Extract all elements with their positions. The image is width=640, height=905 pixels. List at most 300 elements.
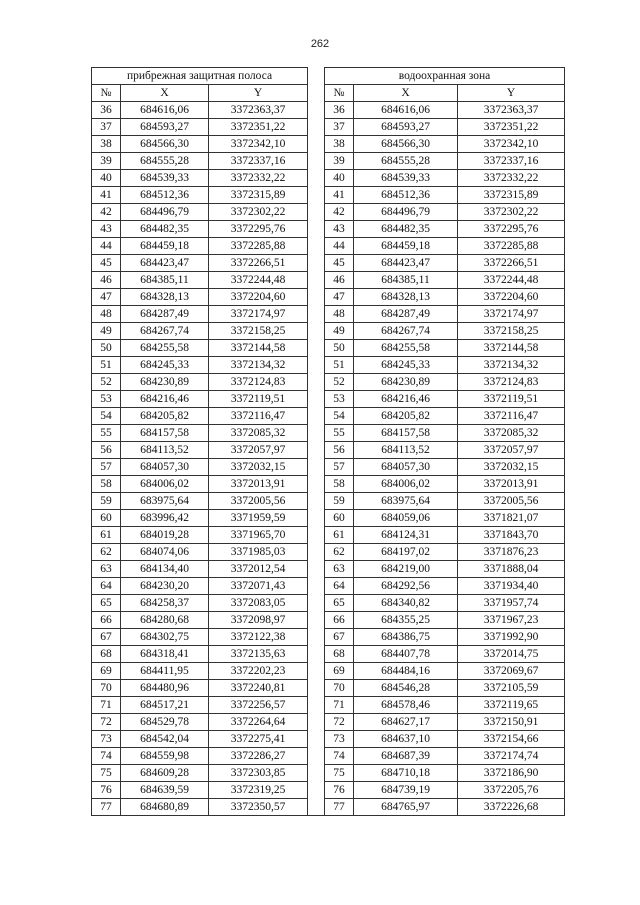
right-cell-x: 684593,27 (354, 119, 458, 136)
left-cell-number: 55 (92, 425, 121, 442)
column-gap (308, 153, 325, 170)
right-cell-x: 684267,74 (354, 323, 458, 340)
right-cell-x: 684340,82 (354, 595, 458, 612)
right-cell-y: 3372005,56 (458, 493, 565, 510)
right-cell-y: 3372315,89 (458, 187, 565, 204)
left-cell-x: 683996,42 (121, 510, 209, 527)
column-gap (308, 306, 325, 323)
right-cell-number: 62 (325, 544, 354, 561)
left-cell-number: 49 (92, 323, 121, 340)
right-cell-x: 684328,13 (354, 289, 458, 306)
right-cell-y: 3372119,51 (458, 391, 565, 408)
right-header-number: № (325, 85, 354, 102)
table-row (92, 357, 565, 374)
table-row (92, 510, 565, 527)
right-cell-y: 3372186,90 (458, 765, 565, 782)
left-cell-y: 3372005,56 (209, 493, 308, 510)
column-gap (308, 459, 325, 476)
right-header-y: Y (458, 85, 565, 102)
left-cell-x: 684280,68 (121, 612, 209, 629)
left-cell-number: 69 (92, 663, 121, 680)
right-cell-x: 684739,19 (354, 782, 458, 799)
column-gap (308, 493, 325, 510)
column-gap (308, 391, 325, 408)
right-cell-x: 684459,18 (354, 238, 458, 255)
left-cell-x: 684529,78 (121, 714, 209, 731)
right-cell-y: 3372154,66 (458, 731, 565, 748)
right-cell-number: 70 (325, 680, 354, 697)
right-cell-x: 684006,02 (354, 476, 458, 493)
left-cell-number: 72 (92, 714, 121, 731)
left-cell-number: 36 (92, 102, 121, 119)
left-cell-y: 3371959,59 (209, 510, 308, 527)
left-cell-x: 684328,13 (121, 289, 209, 306)
left-cell-y: 3372342,10 (209, 136, 308, 153)
right-cell-x: 684484,16 (354, 663, 458, 680)
table-row (92, 459, 565, 476)
left-cell-number: 47 (92, 289, 121, 306)
left-cell-y: 3372202,23 (209, 663, 308, 680)
right-cell-y: 3371934,40 (458, 578, 565, 595)
column-gap (308, 476, 325, 493)
table-row (92, 442, 565, 459)
left-cell-y: 3372275,41 (209, 731, 308, 748)
column-gap (308, 527, 325, 544)
left-cell-y: 3371985,03 (209, 544, 308, 561)
table-row (92, 595, 565, 612)
right-cell-x: 684687,39 (354, 748, 458, 765)
left-cell-y: 3372013,91 (209, 476, 308, 493)
left-cell-number: 70 (92, 680, 121, 697)
left-cell-number: 45 (92, 255, 121, 272)
column-gap (308, 442, 325, 459)
table-row (92, 748, 565, 765)
left-cell-number: 38 (92, 136, 121, 153)
column-gap (308, 323, 325, 340)
left-cell-number: 71 (92, 697, 121, 714)
left-cell-number: 41 (92, 187, 121, 204)
left-cell-x: 684459,18 (121, 238, 209, 255)
right-cell-number: 67 (325, 629, 354, 646)
right-cell-y: 3372205,76 (458, 782, 565, 799)
left-cell-number: 59 (92, 493, 121, 510)
left-cell-x: 684074,06 (121, 544, 209, 561)
left-cell-number: 52 (92, 374, 121, 391)
left-cell-x: 684230,20 (121, 578, 209, 595)
left-cell-number: 75 (92, 765, 121, 782)
right-cell-y: 3372244,48 (458, 272, 565, 289)
right-cell-y: 3372226,68 (458, 799, 565, 816)
left-cell-y: 3372071,43 (209, 578, 308, 595)
left-cell-x: 684542,04 (121, 731, 209, 748)
right-cell-x: 684555,28 (354, 153, 458, 170)
column-gap (308, 646, 325, 663)
table-row (92, 289, 565, 306)
left-cell-x: 684267,74 (121, 323, 209, 340)
right-cell-x: 684765,97 (354, 799, 458, 816)
column-gap (308, 221, 325, 238)
left-cell-x: 684639,59 (121, 782, 209, 799)
right-cell-number: 52 (325, 374, 354, 391)
column-gap (308, 663, 325, 680)
right-cell-number: 43 (325, 221, 354, 238)
right-cell-number: 71 (325, 697, 354, 714)
right-cell-x: 684230,89 (354, 374, 458, 391)
column-gap (308, 714, 325, 731)
left-cell-number: 50 (92, 340, 121, 357)
right-cell-y: 3372332,22 (458, 170, 565, 187)
right-cell-y: 3372295,76 (458, 221, 565, 238)
left-cell-x: 684593,27 (121, 119, 209, 136)
table-row (92, 663, 565, 680)
right-cell-x: 684566,30 (354, 136, 458, 153)
right-cell-x: 684482,35 (354, 221, 458, 238)
column-gap (308, 170, 325, 187)
left-cell-number: 46 (92, 272, 121, 289)
right-cell-number: 44 (325, 238, 354, 255)
table-row (92, 306, 565, 323)
column-gap (308, 102, 325, 119)
right-cell-y: 3372363,37 (458, 102, 565, 119)
right-cell-number: 64 (325, 578, 354, 595)
left-header-x: X (121, 85, 209, 102)
right-cell-number: 38 (325, 136, 354, 153)
left-cell-y: 3371965,70 (209, 527, 308, 544)
left-cell-number: 64 (92, 578, 121, 595)
right-cell-y: 3371888,04 (458, 561, 565, 578)
left-cell-x: 684411,95 (121, 663, 209, 680)
left-cell-x: 684559,98 (121, 748, 209, 765)
column-gap (308, 238, 325, 255)
right-cell-number: 55 (325, 425, 354, 442)
left-header-y: Y (209, 85, 308, 102)
right-cell-y: 3372032,15 (458, 459, 565, 476)
left-cell-number: 61 (92, 527, 121, 544)
right-cell-x: 684385,11 (354, 272, 458, 289)
left-cell-x: 684566,30 (121, 136, 209, 153)
right-cell-y: 3372014,75 (458, 646, 565, 663)
left-cell-number: 53 (92, 391, 121, 408)
left-cell-y: 3372337,16 (209, 153, 308, 170)
table-row (92, 782, 565, 799)
right-cell-x: 684245,33 (354, 357, 458, 374)
table-row (92, 578, 565, 595)
table-row (92, 323, 565, 340)
left-cell-y: 3372315,89 (209, 187, 308, 204)
right-cell-x: 684539,33 (354, 170, 458, 187)
right-cell-number: 58 (325, 476, 354, 493)
right-cell-number: 42 (325, 204, 354, 221)
column-gap (308, 204, 325, 221)
right-cell-number: 60 (325, 510, 354, 527)
left-cell-y: 3372122,38 (209, 629, 308, 646)
column-gap (308, 578, 325, 595)
right-cell-number: 63 (325, 561, 354, 578)
left-cell-y: 3372119,51 (209, 391, 308, 408)
right-cell-y: 3372204,60 (458, 289, 565, 306)
right-cell-number: 54 (325, 408, 354, 425)
right-cell-number: 59 (325, 493, 354, 510)
table-row (92, 765, 565, 782)
column-gap (308, 629, 325, 646)
left-cell-y: 3372158,25 (209, 323, 308, 340)
column-gap (308, 357, 325, 374)
right-cell-x: 684627,17 (354, 714, 458, 731)
left-cell-number: 58 (92, 476, 121, 493)
left-cell-x: 684006,02 (121, 476, 209, 493)
right-cell-number: 75 (325, 765, 354, 782)
left-cell-y: 3372144,58 (209, 340, 308, 357)
left-cell-number: 63 (92, 561, 121, 578)
left-cell-x: 684245,33 (121, 357, 209, 374)
left-cell-y: 3372266,51 (209, 255, 308, 272)
table-row (92, 153, 565, 170)
left-cell-y: 3372286,27 (209, 748, 308, 765)
left-cell-number: 39 (92, 153, 121, 170)
right-cell-y: 3372351,22 (458, 119, 565, 136)
right-cell-x: 684355,25 (354, 612, 458, 629)
left-cell-x: 684287,49 (121, 306, 209, 323)
left-cell-y: 3372134,32 (209, 357, 308, 374)
left-cell-number: 51 (92, 357, 121, 374)
table-row (92, 119, 565, 136)
left-cell-number: 40 (92, 170, 121, 187)
left-cell-x: 684480,96 (121, 680, 209, 697)
left-cell-x: 684616,06 (121, 102, 209, 119)
table-row (92, 187, 565, 204)
right-cell-y: 3372342,10 (458, 136, 565, 153)
table-row (92, 425, 565, 442)
right-cell-x: 684386,75 (354, 629, 458, 646)
right-cell-number: 57 (325, 459, 354, 476)
left-cell-y: 3372085,32 (209, 425, 308, 442)
left-cell-x: 684423,47 (121, 255, 209, 272)
left-cell-number: 54 (92, 408, 121, 425)
left-cell-number: 43 (92, 221, 121, 238)
column-gap (308, 85, 325, 102)
right-cell-number: 66 (325, 612, 354, 629)
column-gap (308, 289, 325, 306)
right-section-title: водоохранная зона (325, 68, 565, 85)
left-cell-y: 3372204,60 (209, 289, 308, 306)
right-header-x: X (354, 85, 458, 102)
left-cell-x: 684482,35 (121, 221, 209, 238)
table-row (92, 612, 565, 629)
right-cell-y: 3371821,07 (458, 510, 565, 527)
left-cell-y: 3372240,81 (209, 680, 308, 697)
left-cell-x: 684539,33 (121, 170, 209, 187)
right-cell-y: 3372302,22 (458, 204, 565, 221)
column-gap (308, 68, 325, 85)
right-cell-x: 684578,46 (354, 697, 458, 714)
left-cell-y: 3372174,97 (209, 306, 308, 323)
left-cell-x: 684134,40 (121, 561, 209, 578)
left-cell-y: 3372363,37 (209, 102, 308, 119)
right-cell-x: 684292,56 (354, 578, 458, 595)
left-cell-y: 3372032,15 (209, 459, 308, 476)
right-cell-y: 3372174,74 (458, 748, 565, 765)
column-gap (308, 765, 325, 782)
table-row (92, 136, 565, 153)
left-cell-number: 68 (92, 646, 121, 663)
left-cell-y: 3372332,22 (209, 170, 308, 187)
right-cell-y: 3371957,74 (458, 595, 565, 612)
right-cell-y: 3372144,58 (458, 340, 565, 357)
left-cell-y: 3372135,63 (209, 646, 308, 663)
left-cell-x: 684512,36 (121, 187, 209, 204)
column-gap (308, 408, 325, 425)
column-gap (308, 136, 325, 153)
column-gap (308, 697, 325, 714)
left-cell-x: 684157,58 (121, 425, 209, 442)
table-row (92, 714, 565, 731)
right-cell-number: 45 (325, 255, 354, 272)
left-cell-y: 3372012,54 (209, 561, 308, 578)
right-cell-number: 65 (325, 595, 354, 612)
left-cell-x: 684609,28 (121, 765, 209, 782)
left-cell-y: 3372351,22 (209, 119, 308, 136)
table-row (92, 408, 565, 425)
right-cell-y: 3372116,47 (458, 408, 565, 425)
section-title-row (92, 68, 565, 85)
table-row (92, 391, 565, 408)
column-gap (308, 595, 325, 612)
right-cell-number: 36 (325, 102, 354, 119)
table-row (92, 646, 565, 663)
table-row (92, 493, 565, 510)
right-cell-x: 684407,78 (354, 646, 458, 663)
left-cell-number: 57 (92, 459, 121, 476)
right-cell-number: 68 (325, 646, 354, 663)
right-cell-y: 3372337,16 (458, 153, 565, 170)
left-cell-y: 3372295,76 (209, 221, 308, 238)
left-cell-number: 44 (92, 238, 121, 255)
column-gap (308, 799, 325, 816)
left-cell-y: 3372285,88 (209, 238, 308, 255)
left-cell-x: 684205,82 (121, 408, 209, 425)
table-row (92, 221, 565, 238)
right-cell-x: 684113,52 (354, 442, 458, 459)
left-cell-y: 3372124,83 (209, 374, 308, 391)
right-cell-x: 684157,58 (354, 425, 458, 442)
column-gap (308, 544, 325, 561)
left-cell-x: 684113,52 (121, 442, 209, 459)
right-cell-x: 684496,79 (354, 204, 458, 221)
left-section-title: прибрежная защитная полоса (92, 68, 308, 85)
right-cell-y: 3372069,67 (458, 663, 565, 680)
right-cell-number: 56 (325, 442, 354, 459)
right-cell-number: 37 (325, 119, 354, 136)
right-cell-number: 69 (325, 663, 354, 680)
table-row (92, 680, 565, 697)
coordinates-table (91, 67, 565, 816)
column-gap (308, 272, 325, 289)
left-cell-x: 684555,28 (121, 153, 209, 170)
right-cell-y: 3372266,51 (458, 255, 565, 272)
left-cell-x: 684255,58 (121, 340, 209, 357)
right-cell-x: 684287,49 (354, 306, 458, 323)
right-cell-number: 41 (325, 187, 354, 204)
column-gap (308, 612, 325, 629)
column-header-row (92, 85, 565, 102)
table-row (92, 544, 565, 561)
left-cell-x: 684258,37 (121, 595, 209, 612)
right-cell-x: 684616,06 (354, 102, 458, 119)
right-cell-number: 76 (325, 782, 354, 799)
column-gap (308, 255, 325, 272)
right-cell-x: 684546,28 (354, 680, 458, 697)
left-cell-y: 3372116,47 (209, 408, 308, 425)
right-cell-x: 684255,58 (354, 340, 458, 357)
right-cell-number: 39 (325, 153, 354, 170)
left-cell-y: 3372319,25 (209, 782, 308, 799)
left-cell-x: 684385,11 (121, 272, 209, 289)
right-cell-y: 3371992,90 (458, 629, 565, 646)
table-row (92, 374, 565, 391)
right-cell-y: 3372158,25 (458, 323, 565, 340)
right-cell-number: 40 (325, 170, 354, 187)
right-cell-number: 53 (325, 391, 354, 408)
left-cell-x: 684302,75 (121, 629, 209, 646)
table-row (92, 527, 565, 544)
left-cell-number: 77 (92, 799, 121, 816)
left-cell-number: 65 (92, 595, 121, 612)
left-cell-y: 3372244,48 (209, 272, 308, 289)
right-cell-number: 49 (325, 323, 354, 340)
right-cell-y: 3371843,70 (458, 527, 565, 544)
table-row (92, 255, 565, 272)
column-gap (308, 187, 325, 204)
right-cell-x: 684205,82 (354, 408, 458, 425)
left-cell-y: 3372302,22 (209, 204, 308, 221)
right-cell-x: 684197,02 (354, 544, 458, 561)
left-cell-number: 74 (92, 748, 121, 765)
right-cell-number: 50 (325, 340, 354, 357)
column-gap (308, 374, 325, 391)
right-cell-x: 684124,31 (354, 527, 458, 544)
table-row (92, 272, 565, 289)
left-cell-y: 3372264,64 (209, 714, 308, 731)
right-cell-number: 51 (325, 357, 354, 374)
left-cell-x: 684216,46 (121, 391, 209, 408)
left-cell-y: 3372083,05 (209, 595, 308, 612)
right-cell-y: 3371967,23 (458, 612, 565, 629)
right-cell-y: 3372057,97 (458, 442, 565, 459)
left-cell-y: 3372350,57 (209, 799, 308, 816)
column-gap (308, 340, 325, 357)
left-header-number: № (92, 85, 121, 102)
right-cell-y: 3372085,32 (458, 425, 565, 442)
left-cell-number: 76 (92, 782, 121, 799)
left-cell-number: 37 (92, 119, 121, 136)
right-cell-y: 3372134,32 (458, 357, 565, 374)
table-row (92, 170, 565, 187)
right-cell-number: 72 (325, 714, 354, 731)
right-cell-x: 684059,06 (354, 510, 458, 527)
right-cell-x: 683975,64 (354, 493, 458, 510)
left-cell-x: 684230,89 (121, 374, 209, 391)
left-cell-y: 3372256,57 (209, 697, 308, 714)
right-cell-x: 684710,18 (354, 765, 458, 782)
table-row (92, 697, 565, 714)
page-number: 262 (310, 38, 330, 50)
right-cell-number: 74 (325, 748, 354, 765)
right-cell-number: 46 (325, 272, 354, 289)
left-cell-number: 60 (92, 510, 121, 527)
table-row (92, 238, 565, 255)
right-cell-y: 3372285,88 (458, 238, 565, 255)
right-cell-y: 3372013,91 (458, 476, 565, 493)
